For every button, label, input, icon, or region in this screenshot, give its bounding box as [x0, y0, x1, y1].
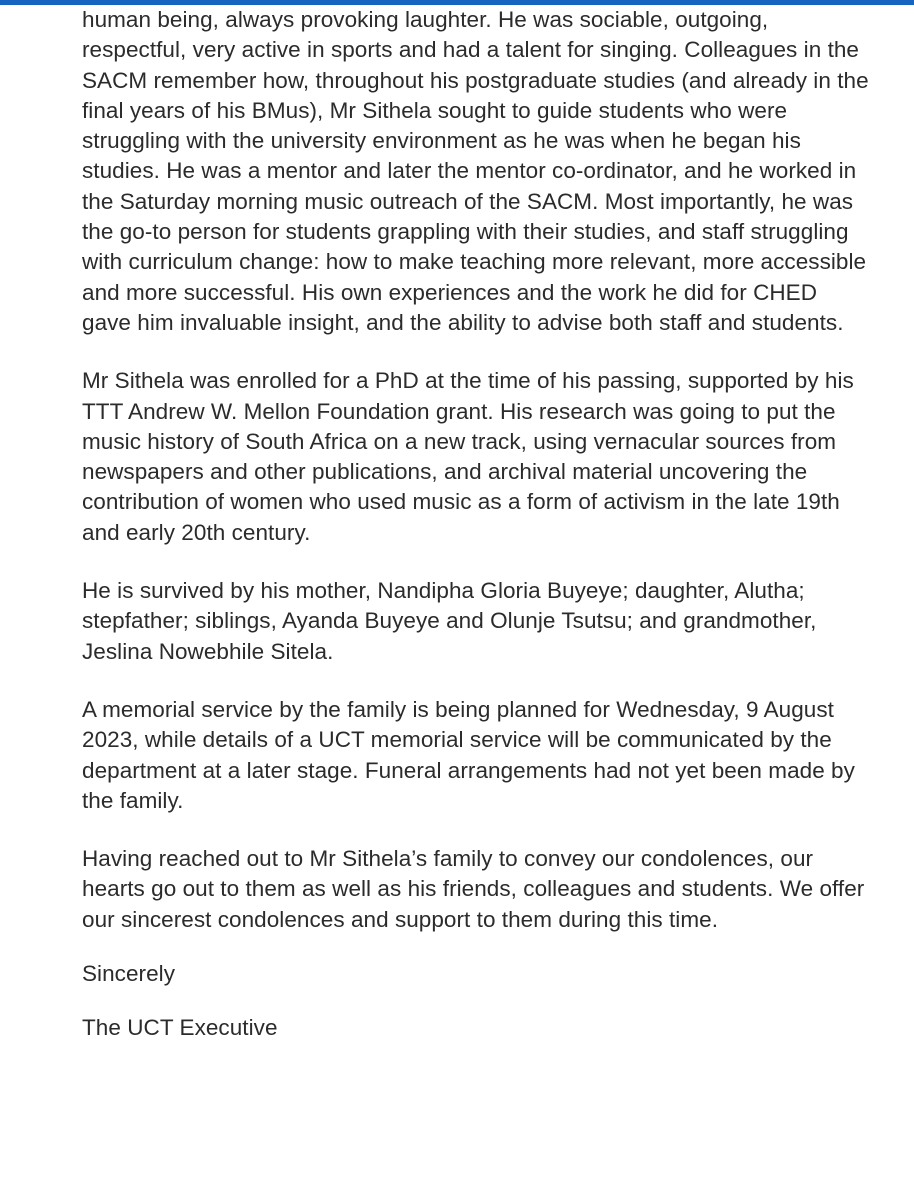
paragraph-phd-research: Mr Sithela was enrolled for a PhD at the time of his passing, supported by his TTT Andrew W. Mellon Foundation grant. His research was going to put the music history of South Africa on a new track, using vernacular sources from newspapers and other publications, and archival material uncovering the contribution of women who used music as a form of activism in the late 19th and early 20th century.	[82, 368, 854, 545]
closing-salutation: Sincerely	[82, 961, 175, 987]
paragraph-condolences: Having reached out to Mr Sithela’s family to convey our condolences, our hearts go out to them as well as his friends, colleagues and students. We offer our sincerest condolences and support to them during this time.	[82, 846, 865, 932]
signature: The UCT Executive	[82, 1015, 278, 1041]
paragraph-survived-by: He is survived by his mother, Nandipha Gloria Buyeye; daughter, Alutha; stepfather; siblings, Ayanda Buyeye and Olunje Tsutsu; and grandmother, Jeslina Nowebhile Sitela.	[82, 578, 817, 664]
article-body	[82, 5, 872, 1044]
paragraph-character: human being, always provoking laughter. He was sociable, outgoing, respectful, very active in sports and had a talent for singing. Colleagues in the SACM remember how, throughout his postgraduate studies (and already in the final years of his BMus), Mr Sithela sought to guide students who were struggling with the university environment as he was when he began his studies. He was a mentor and later the mentor co-ordinator, and he worked in the Saturday morning music outreach of the SACM. Most importantly, he was the go-to person for students grappling with their studies, and staff struggling with curriculum change: how to make teaching more relevant, more accessible and more successful. His own experiences and the work he did for CHED gave him invaluable insight, and the ability to advise both staff and students.	[82, 7, 869, 335]
paragraph-memorial-service: A memorial service by the family is being planned for Wednesday, 9 August 2023, while details of a UCT memorial service will be communicated by the department at a later stage. Funeral arrangements had not yet been made by the family.	[82, 696, 855, 813]
